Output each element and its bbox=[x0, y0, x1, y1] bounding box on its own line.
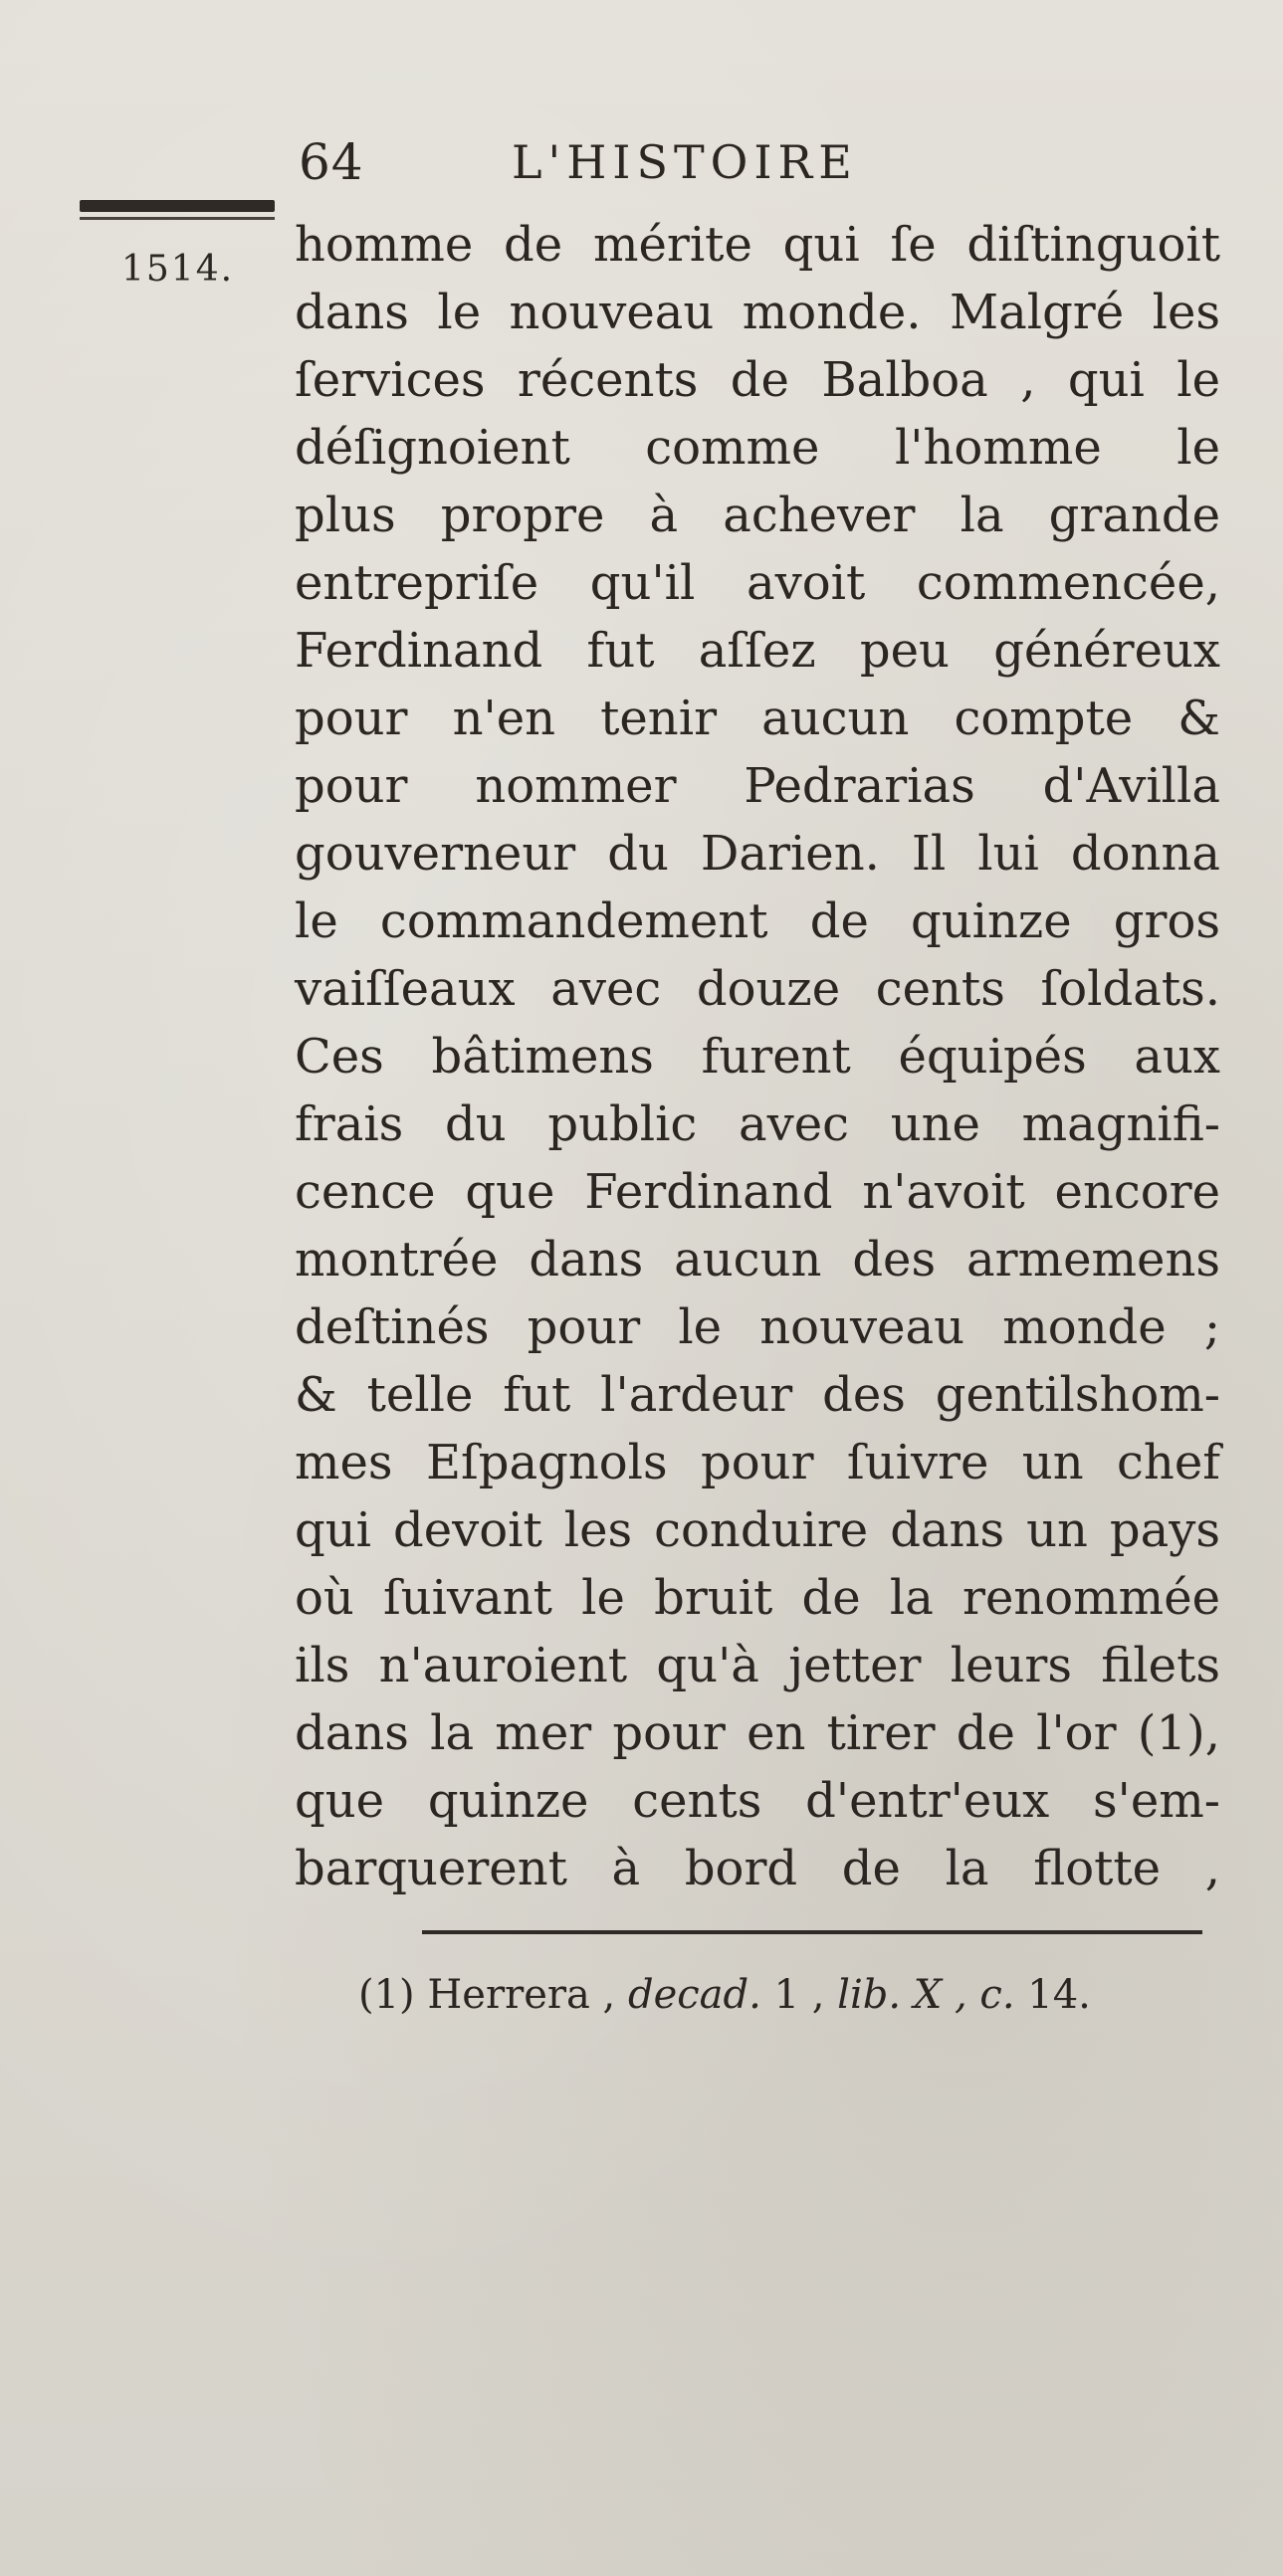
footnote-author: Herrera , bbox=[427, 1972, 616, 2018]
page-number: 64 bbox=[299, 133, 364, 191]
margin-year: 1514. bbox=[121, 249, 235, 290]
text-line: deſtinés pour le nouveau monde ; bbox=[295, 1299, 1220, 1355]
text-line: gouverneur du Darien. Il lui donna bbox=[295, 826, 1220, 882]
text-line: pour nommer Pedrarias d'Avilla bbox=[295, 758, 1220, 814]
text-line: barquerent à bord de la flotte , bbox=[295, 1841, 1220, 1896]
footnote-cap: c. bbox=[979, 1972, 1015, 2018]
body-text bbox=[295, 211, 1220, 1902]
footnote bbox=[358, 1965, 1234, 2025]
text-line: où ſuivant le bruit de la renommée bbox=[295, 1570, 1220, 1626]
text-line: cence que Ferdinand n'avoit encore bbox=[295, 1164, 1220, 1220]
text-line: déſignoient comme l'homme le bbox=[295, 420, 1220, 476]
footnote-decad-number: 1 , bbox=[773, 1972, 825, 2018]
text-line: vaiſſeaux avec douze cents ſoldats. bbox=[295, 961, 1220, 1017]
page-header bbox=[299, 127, 1095, 197]
text-line: dans la mer pour en tirer de l'or (1), bbox=[295, 1705, 1220, 1761]
text-line: entrepriſe qu'il avoit commencée, bbox=[295, 555, 1220, 611]
text-line: dans le nouveau monde. Malgré les bbox=[295, 285, 1220, 340]
footnote-marker: (1) bbox=[358, 1972, 415, 2018]
text-line: Ferdinand fut aſſez peu généreux bbox=[295, 623, 1220, 679]
text-line: plus propre à achever la grande bbox=[295, 488, 1220, 543]
footnote-decad: decad. bbox=[627, 1972, 761, 2018]
running-head: L'HISTOIRE bbox=[512, 135, 858, 189]
text-line: homme de mérite qui ſe diſtinguoit bbox=[295, 217, 1220, 273]
text-line: & telle fut l'ardeur des gentilshom- bbox=[295, 1367, 1220, 1423]
text-line: pour n'en tenir aucun compte & bbox=[295, 691, 1220, 746]
footnote-lib-number: X , bbox=[913, 1972, 967, 2018]
text-line: ſervices récents de Balboa , qui le bbox=[295, 352, 1220, 408]
text-line: ils n'auroient qu'à jetter leurs filets bbox=[295, 1638, 1220, 1693]
text-line: Ces bâtimens furent équipés aux bbox=[295, 1029, 1220, 1085]
text-line: que quinze cents d'entr'eux s'em- bbox=[295, 1773, 1220, 1829]
footnote-cap-number: 14. bbox=[1027, 1972, 1091, 2018]
text-line: mes Eſpagnols pour ſuivre un chef bbox=[295, 1435, 1220, 1490]
text-line: le commandement de quinze gros bbox=[295, 893, 1220, 949]
text-line: montrée dans aucun des armemens bbox=[295, 1232, 1220, 1288]
footnote-lib: lib. bbox=[837, 1972, 902, 2018]
text-line: qui devoit les conduire dans un pays bbox=[295, 1502, 1220, 1558]
text-line: frais du public avec une magnifi- bbox=[295, 1096, 1220, 1152]
margin-rule bbox=[80, 200, 275, 212]
footnote-rule bbox=[422, 1930, 1202, 1934]
